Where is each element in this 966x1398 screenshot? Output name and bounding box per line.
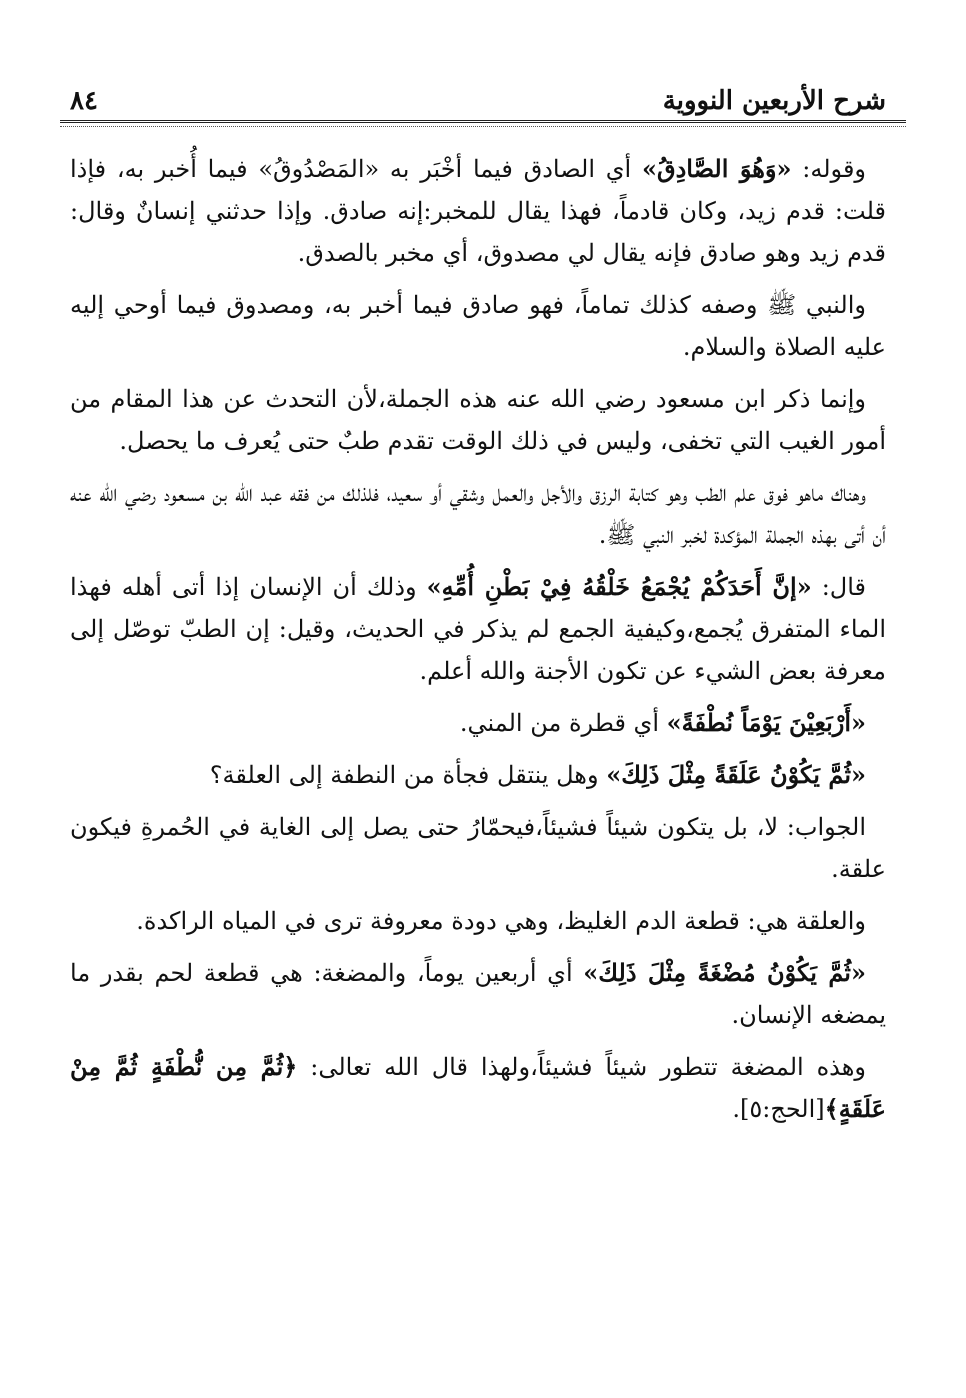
header-divider-dotted [60, 126, 906, 127]
hadith-quote: «إنَّ أَحَدَكُمْ يُجْمَعُ خَلْقُهُ فِيْ بَطْنِ أُمِّهِ» [426, 572, 812, 601]
hadith-quote: «ثُمَّ يَكُوْنُ عَلَقَةً مِثْلَ ذَلِكَ» [606, 760, 866, 789]
paragraph-8: الجواب: لا، بل يتكون شيئاً فشيئاً،فيحمّارُ حتى يصل إلى الغاية في الحُمرةِ فيكون علقة. [70, 813, 886, 883]
paragraph-1 [70, 148, 886, 274]
page-header [60, 80, 906, 124]
header-divider [60, 120, 906, 123]
paragraph-10 [70, 952, 886, 1036]
paragraph-text: أي الصادق فيما أخْبَر به «المَصْدُوقُ» فيما أُخبر به، فإذا قلت: قدم زيد، وكان قادماً، فهذا يقال للمخبر:إنه صادق. وإذا حدثني إنسانٌ وقال: قدم زيد وهو صادق فإنه يقال لي مصدوق، أي مخبر بالصدق. [70, 155, 886, 267]
paragraph-lead: وهذه المضغة تتطور شيئاً فشيئاً،ولهذا قال الله تعالى: [297, 1053, 866, 1081]
quran-verse: ﴿ثُمَّ مِن نُّطْفَةٍ ثُمَّ مِنْ عَلَقَةٍ﴾ [70, 1052, 886, 1123]
paragraph-text: أي قطرة من المني. [459, 709, 667, 737]
paragraph-text: وذلك أن الإنسان إذا أتى أهله فهذا الماء المتفرق يُجمع،وكيفية الجمع لم يذكر في الحديث، وقيل: إن الطبّ توصّل إلى معرفة بعض الشيء عن تكون الأجنة والله أعلم. [70, 573, 886, 685]
paragraph-7 [70, 754, 886, 796]
paragraph-6 [70, 702, 886, 744]
hadith-quote: «أَرْبَعِيْنَ يَوْمَاً نُطْفَةً» [666, 708, 866, 737]
running-title: شرح الأربعين النووية [662, 86, 886, 116]
paragraph-11 [70, 1046, 886, 1130]
paragraph-lead: وقوله: [791, 155, 867, 183]
paragraph-text: وهل ينتقل فجأة من النطفة إلى العلقة؟ [209, 761, 607, 789]
hadith-quote: «ثُمَّ يَكُوْنُ مُضْغَةً مِثْلَ ذَلِكَ» [583, 958, 866, 987]
paragraph-2: والنبي ﷺ وصفه كذلك تماماً، فهو صادق فيما أخبر به، ومصدوق فيما أوحي إليه عليه الصلاة والسلام. [70, 291, 886, 361]
paragraph-text: أي أربعين يوماً، والمضغة: هي قطعة لحم بقدر ما يمضغه الإنسان. [70, 959, 886, 1029]
verse-reference: [الحج:٥]. [732, 1095, 825, 1123]
page-body [70, 148, 886, 1140]
hadith-quote: «وَهُوَ الصَّادِقُ» [641, 154, 792, 183]
paragraph-lead: قال: [811, 573, 866, 601]
paragraph-4: وهناك ماهو فوق علم الطب وهو كتابة الرزق والأجل والعمل وشقي أو سعيد، فلذلك من فقه عبد الله بن مسعود رضي الله عنه أن أتى بهذه الجملة المؤكدة لخبر النبي ﷺ. [70, 479, 886, 549]
paragraph-9: والعلقة هي: قطعة الدم الغليظ، وهي دودة معروفة ترى في المياه الراكدة. [136, 907, 866, 935]
page-number: ٨٤ [70, 86, 98, 116]
paragraph-3: وإنما ذكر ابن مسعود رضي الله عنه هذه الجملة،لأن التحدث عن هذا المقام من أمور الغيب التي تخفى، وليس في ذلك الوقت تقدم طبٌ حتى يُعرف ما يحصل. [70, 385, 886, 455]
paragraph-5 [70, 566, 886, 692]
